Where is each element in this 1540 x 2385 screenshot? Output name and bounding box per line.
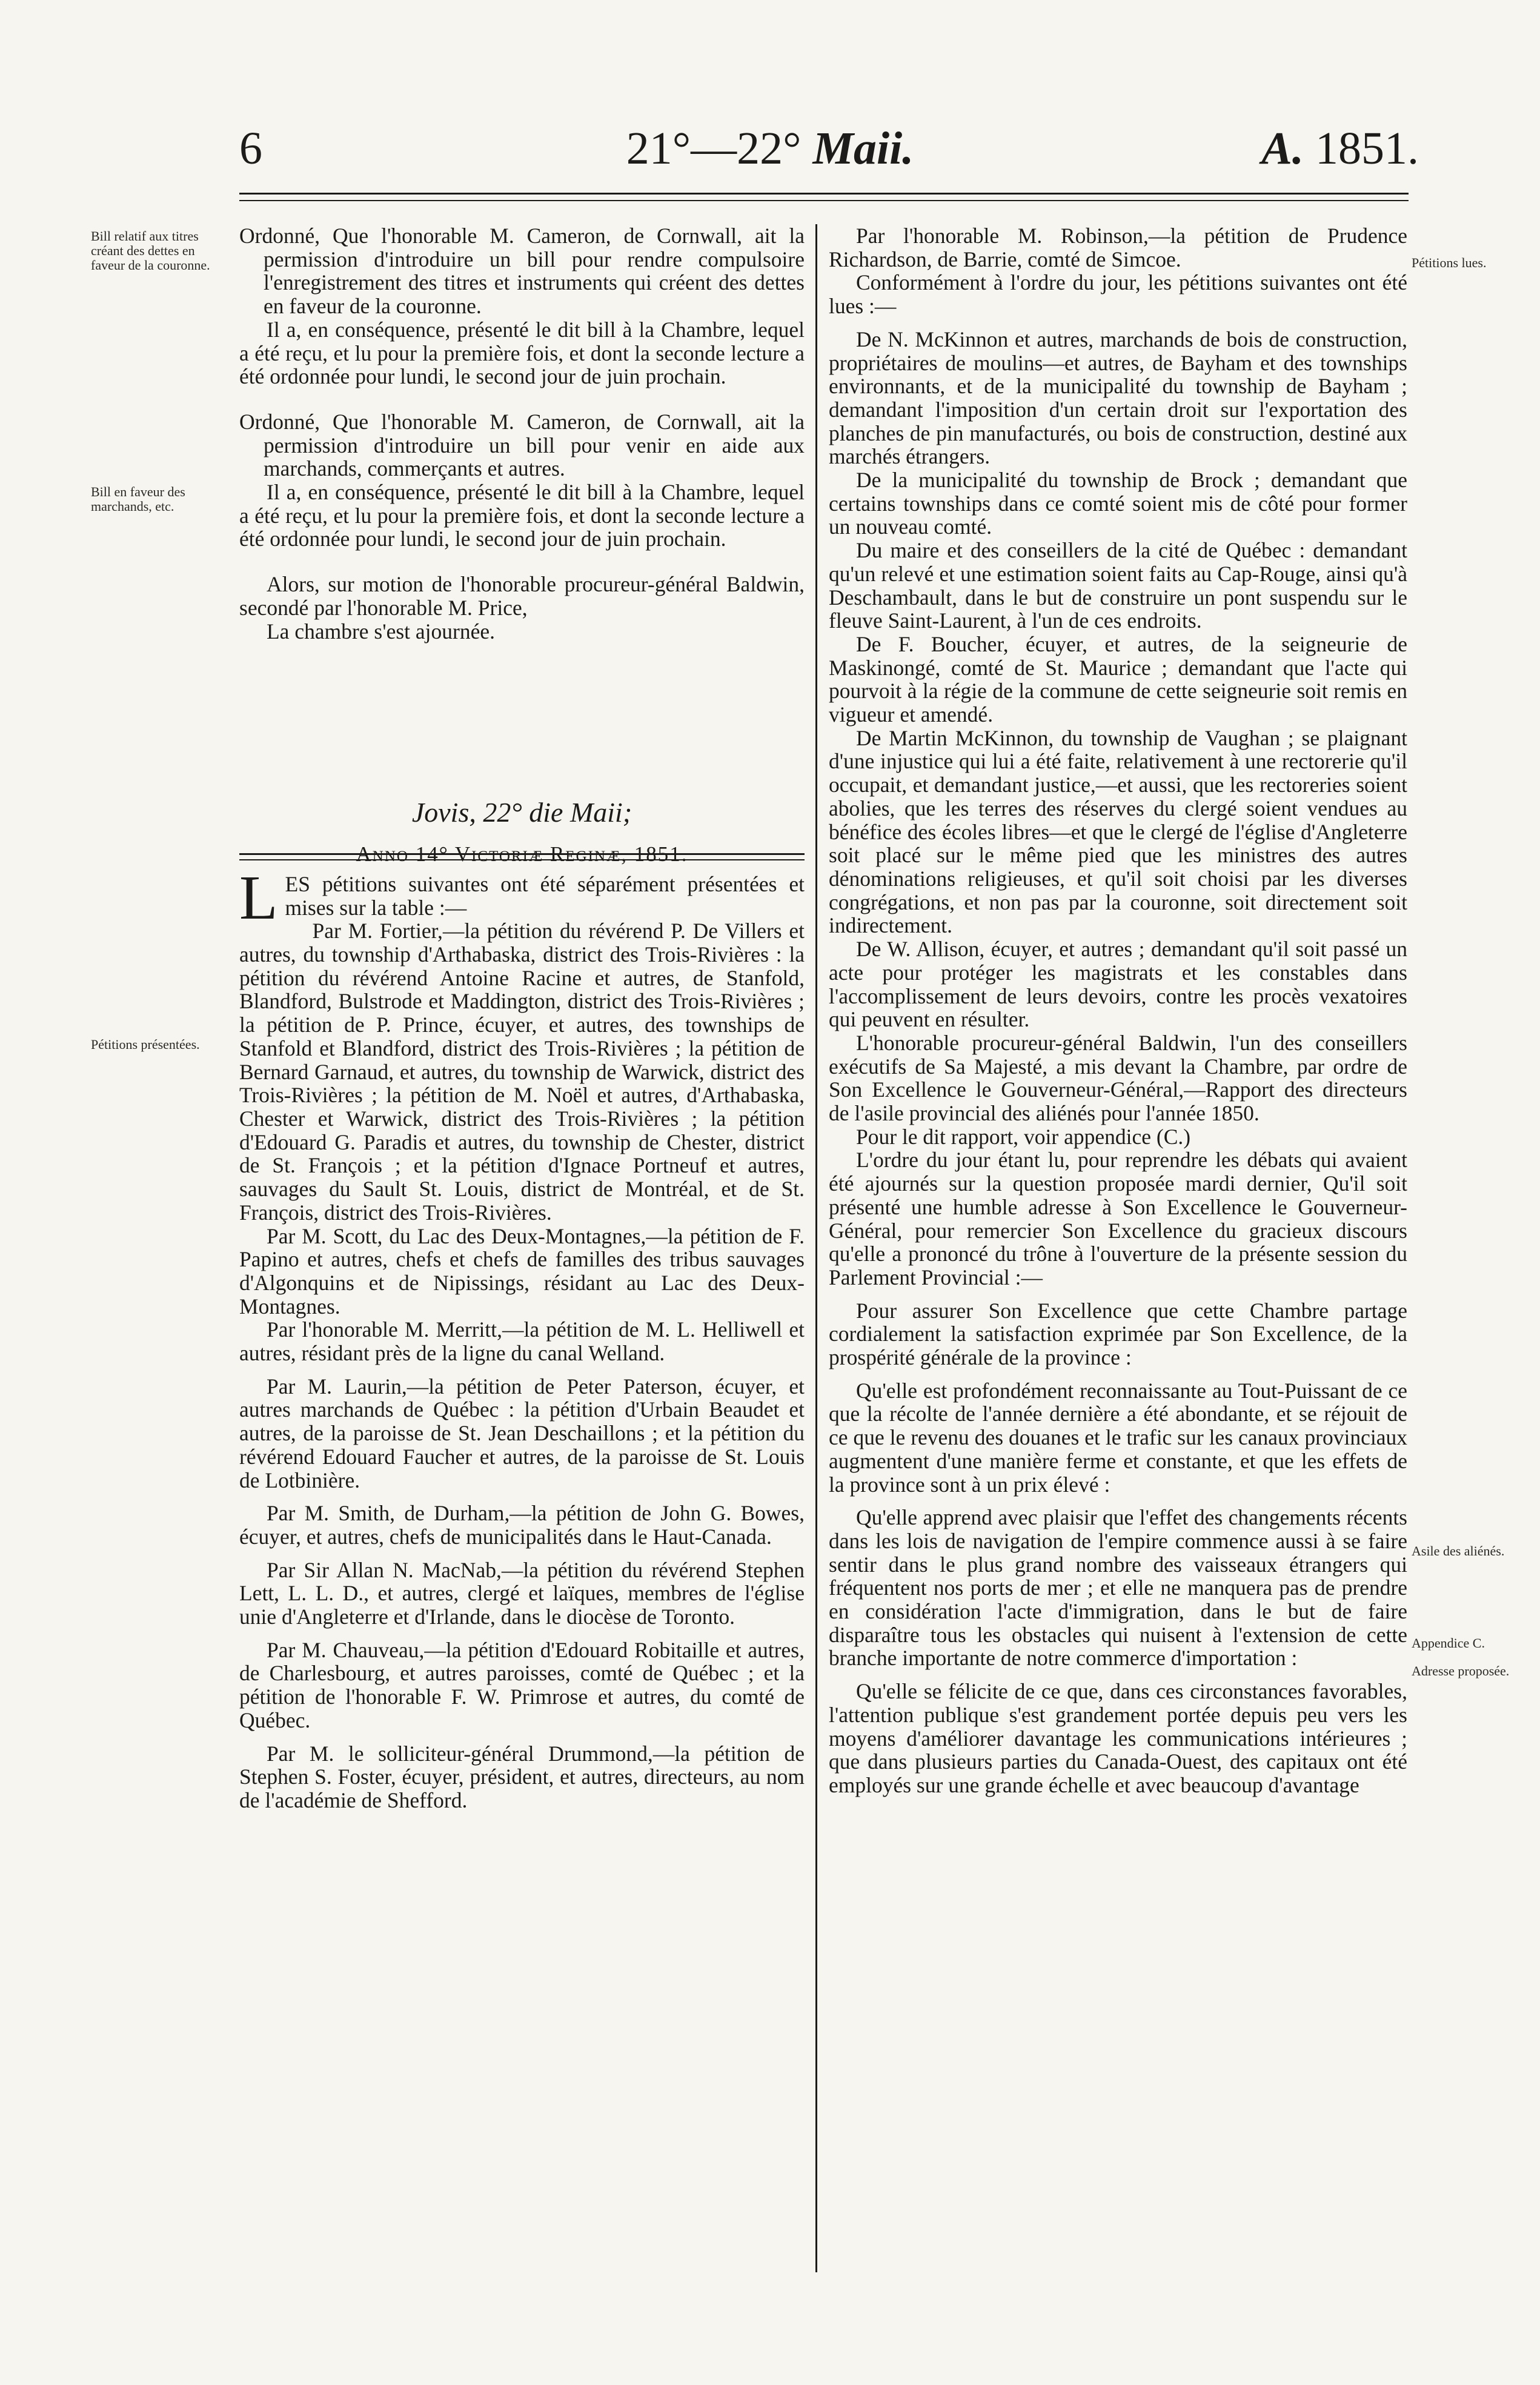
right-paragraph: Pour assurer Son Excellence que cette Chambre partage cordialement la satisfaction exprimée par Son Excellence, de la prospérité générale de la province :: [829, 1298, 1407, 1370]
margin-note-asile: Asile des aliénés.: [1412, 1543, 1505, 1558]
right-paragraph: L'ordre du jour étant lu, pour reprendre les débats qui avaient été ajournés sur la question proposée mardi dernier, Qu'il soit présenté une humble adresse à Son Excellence le Gouverneur-Général, pour remercier Son Excellence du gracieux discours qu'elle a prononcé du trône à l'ouverture de la présente session du Parlement Provincial :—: [829, 1148, 1407, 1289]
drop-cap: L: [239, 862, 278, 933]
right-column: [829, 224, 1407, 1797]
margin-note-bill-titres: Bill relatif aux titres créant des dettes en faveur de la couronne.: [91, 228, 210, 273]
left-paragraph: Il a, en conséquence, présenté le dit bill à la Chambre, lequel a été reçu, et lu pour la première fois, et dont la seconde lecture a été ordonnée pour lundi, le second jour de juin prochain.: [239, 317, 805, 389]
left-paragraph: Ordonné, Que l'honorable M. Cameron, de Cornwall, ait la permission d'introduire un bill pour venir en aide aux marchands, commerçants et autres.: [239, 409, 805, 481]
left-paragraph: Ordonné, Que l'honorable M. Cameron, de Cornwall, ait la permission d'introduire un bill pour rendre compulsoire l'enregistrement des titres et instruments qui créent des dettes en faveur de la couronne.: [239, 224, 805, 319]
margin-note-petitions-lues: Pétitions lues.: [1412, 255, 1487, 270]
right-paragraph: Qu'elle est profondément reconnaissante au Tout-Puissant de ce que la récolte de l'année dernière a été abondante, et se réjouit de ce que le revenu des douanes et le trafic sur les canaux provinciaux augmentent d'une manière ferme et constante, et que les effets de la province sont à un prix élevé :: [829, 1378, 1407, 1497]
left-paragraph: Par Sir Allan N. MacNab,—la pétition du révérend Stephen Lett, L. L. D., et autres, clergé et laïques, membres de l'église unie d'Angleterre et d'Irlande, dans le diocèse de Toronto.: [239, 1557, 805, 1629]
left-paragraph: Par M. le solliciteur-général Drummond,—la pétition de Stephen S. Foster, écuyer, président, et autres, directeurs, au nom de l'académie de Shefford.: [239, 1741, 805, 1812]
right-paragraph: Par l'honorable M. Robinson,—la pétition de Prudence Richardson, de Barrie, comté de Simcoe.: [829, 224, 1407, 271]
right-paragraph: De W. Allison, écuyer, et autres ; demandant qu'il soit passé un acte pour protéger les magistrats et les constables dans l'accomplissement de leurs devoirs, contre les procès vexatoires qui peuvent en résulter.: [829, 937, 1407, 1032]
left-paragraph: La chambre s'est ajournée.: [267, 619, 495, 644]
dateline: Jovis, 22° die Maii;: [411, 797, 632, 828]
page-year-value: 1851.: [1315, 123, 1419, 174]
right-paragraph: De N. McKinnon et autres, marchands de bois de construction, propriétaires de moulins—et autres, de Bayham et des townships environnants, et de la municipalité du township de Bayham ; demandant l'imposition d'un certain droit sur l'exportation des planches de pin manufacturés, ou bois de construction, destiné aux marchés étrangers.: [829, 327, 1407, 469]
margin-note-bill-marchands: Bill en faveur des marchands, etc.: [91, 484, 185, 514]
page-year-prefix: A.: [1261, 123, 1304, 174]
left-paragraph-dropcap-text: ES pétitions suivantes ont été séparément présentées et mises sur la table :—: [285, 871, 805, 920]
header-rule-top: [239, 193, 1409, 195]
left-paragraph: Par M. Fortier,—la pétition du révérend P. De Villers et autres, du township d'Arthabaska, district des Trois-Rivières : la pétition du révérend Antoine Racine et autres, de Stanfold, Blandford, Bulstrode et Maddington, district des Trois-Rivières ; la pétition de P. Prince, écuyer, et autres, des townships de Stanfold et Blandford, district des Trois-Rivières ; la pétition de Bernard Garnaud, et autres, du township de Warwick, district des Trois-Rivières ; la pétition de M. Noël et autres, d'Arthabaska, Chester et Warwick, district des Trois-Rivières ; la pétition d'Edouard G. Paradis et autres, du township de Chester, district de St. François ; et la pétition d'Ignace Portneuf et autres, sauvages du Sault St. Louis, district de Montréal, et de St. François, district des Trois-Rivières.: [239, 919, 805, 1225]
right-paragraph: L'honorable procureur-général Baldwin, l'un des conseillers exécutifs de Sa Majesté, a mis devant la Chambre, par ordre de Son Excellence le Gouverneur-Général,—Rapport des directeurs de l'asile provincial des aliénés pour l'année 1850.: [829, 1030, 1407, 1126]
left-paragraph: Par l'honorable M. Merritt,—la pétition de M. L. Helliwell et autres, résidant près de la ligne du canal Welland.: [239, 1317, 805, 1366]
left-column: [239, 224, 805, 1812]
column-divider: [815, 224, 817, 2272]
margin-note-appendice: Appendice C.: [1412, 1635, 1485, 1651]
right-paragraph: Qu'elle se félicite de ce que, dans ces circonstances favorables, l'attention publique s'est grandement portée depuis peu vers les moyens d'améliorer davantage les communications intérieures ; que dans plusieurs parties du Canada-Ouest, des capitaux ont été employés sur une grande échelle et avec beaucoup d'avantage: [829, 1679, 1407, 1797]
right-paragraph: De Martin McKinnon, du township de Vaughan ; se plaignant d'une injustice qui lui a été faite, relativement à une rectorerie qu'il occupait, et demandant justice,—et aussi, que les rectoreries soient abolies, que les terres des réserves du clergé soient vendues au bénéfice des écoles libres—et que le clergé de l'église d'Angleterre soit placé sur le même pied que les ministres des autres dénominations religieuses, et qu'il soit choisi par les diverses congrégations, et non pas par la couronne, soit directement soit indirectement.: [829, 725, 1407, 938]
right-paragraph: Pour le dit rapport, voir appendice (C.): [856, 1124, 1191, 1149]
left-paragraph: Par M. Smith, de Durham,—la pétition de John G. Bowes, écuyer, et autres, chefs de municipalités dans le Haut-Canada.: [239, 1501, 805, 1549]
right-paragraph: De F. Boucher, écuyer, et autres, de la seigneurie de Maskinongé, comté de St. Maurice ; demandant que l'acte qui pourvoit à la régie de la commune de cette seigneurie soit remis en vigueur et amendé.: [829, 631, 1407, 727]
left-paragraph: Par M. Laurin,—la pétition de Peter Paterson, écuyer, et autres marchands de Québec : la pétition d'Urbain Beaudet et autres, de la paroisse de St. Jean Deschaillons ; et la pétition du révérend Edouard Faucher et autres, de la paroisse de St. Louis de Lotbinière.: [239, 1374, 805, 1492]
left-paragraph: Alors, sur motion de l'honorable procureur-général Baldwin, secondé par l'honorable M. Price,: [239, 572, 805, 620]
right-paragraph: Qu'elle apprend avec plaisir que l'effet des changements récents dans les lois de navigation de l'empire commence aussi à se faire sentir dans le plus grand nombre des vaisseaux étrangers qui fréquentent nos ports de mer ; et elle ne manquera pas de prendre en considération l'acte d'immigration, dans le but de faire disparaître tous les obstacles qui nuisent à l'extension de cette branche importante de notre commerce d'importation :: [829, 1505, 1407, 1671]
right-paragraph: Du maire et des conseillers de la cité de Québec : demandant qu'un relevé et une estimation soient faits au Cap-Rouge, ainsi qu'à Deschambault, dans le but de construire un pont suspendu sur le fleuve Saint-Laurent, à l'un de ces endroits.: [829, 538, 1407, 633]
margin-note-adresse: Adresse proposée.: [1412, 1663, 1510, 1678]
left-paragraph: Par M. Chauveau,—la pétition d'Edouard Robitaille et autres, de Charlesbourg, et autres paroisses, comté de Québec ; et la pétition de l'honorable F. W. Primrose et autres, du comté de Québec.: [239, 1637, 805, 1732]
page-date-days: 21°—22°: [626, 123, 802, 174]
left-paragraph: Par M. Scott, du Lac des Deux-Montagnes,—la pétition de F. Papino et autres, chefs et chefs de familles des tribus sauvages d'Algonquins et de Nipissings, résidant au Lac des Deux-Montagnes.: [239, 1223, 805, 1319]
right-paragraph: De la municipalité du township de Brock ; demandant que certains townships dans ce comté soient mis de côté pour former un nouveau comté.: [829, 468, 1407, 539]
header-rule-bottom: [239, 200, 1409, 201]
page-number: 6: [239, 123, 262, 174]
anno-line: Anno 14° Victoriæ Reginæ, 1851.: [356, 842, 688, 867]
left-paragraph-dropcap: [239, 862, 805, 933]
page-date-month: Maii.: [812, 123, 914, 174]
margin-note-petitions-presentees: Pétitions présentées.: [91, 1037, 200, 1052]
page-year: [1261, 121, 1419, 176]
left-paragraph: Il a, en conséquence, présenté le dit bill à la Chambre, lequel a été reçu, et lu pour la première fois, et dont la seconde lecture a été ordonnée pour lundi, le second jour de juin prochain.: [239, 480, 805, 551]
right-paragraph: Conformément à l'ordre du jour, les pétitions suivantes ont été lues :—: [829, 270, 1407, 319]
